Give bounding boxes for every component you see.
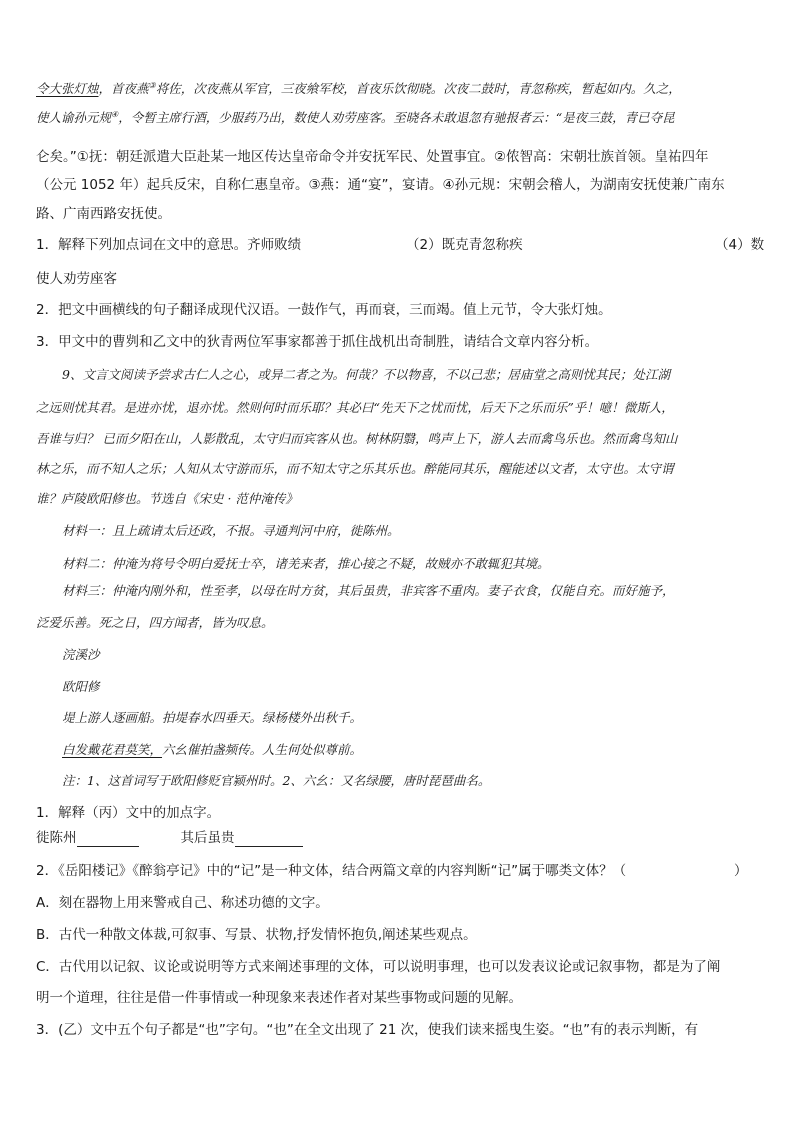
answer-blank-1[interactable]	[77, 832, 139, 847]
material-1: 材料一：且上疏请太后还政，不报。寻通判河中府，徙陈州。	[62, 523, 400, 538]
poem-author: 欧阳修	[62, 679, 100, 694]
passage-line-5: 路、广南西路安抚使。	[36, 206, 171, 222]
poem-title: 浣溪沙	[62, 647, 100, 662]
question-1-part2: （2）既克青忽称疾	[406, 237, 523, 253]
passage-line-3: 仑矣。”①抚：朝廷派遣大臣赴某一地区传达皇帝命令并安抚军民、处置事宜。②侬智高：宋朝壮族首领。皇祐四年	[36, 149, 709, 165]
passage9-line-2: 之远则忧其君。是进亦忧，退亦忧。然则何时而乐耶？其必曰“先天下之忧而忧，后天下之乐而乐”乎！噫！微斯人，	[36, 400, 674, 415]
passage9-line-5: 谁？庐陵欧阳修也。节选自《宋史 · 范仲淹传》	[36, 491, 298, 506]
sub-question-2: 2．《岳阳楼记》《醉翁亭记》中的“记”是一种文体，结合两篇文章的内容判断“记”属于哪类文体？（	[36, 863, 627, 879]
question-2: 2．把文中画横线的句子翻译成现代汉语。一鼓作气，再而衰，三而竭。值上元节，令大张灯烛。	[36, 302, 612, 318]
sub-question-3: 3．(乙）文中五个句子都是“也”字句。“也”在全文出现了 21 次，使我们读来摇曳生姿。“也”有的表示判断，有	[36, 1022, 699, 1038]
question-1: 1．解释下列加点词在文中的意思。齐师败绩	[36, 237, 302, 253]
poem-line-2: 白发戴花君莫笑，六幺催拍盏频传。人生何处似尊前。	[62, 742, 363, 757]
material-3: 材料三：仲淹内刚外和，性至孝，以母在时方贫，其后虽贵，非宾客不重肉。妻子衣食，仅能自充。而好施予，	[62, 583, 675, 598]
poem-line-1: 堤上游人逐画船。拍堤春水四垂天。绿杨楼外出秋千。	[62, 710, 363, 725]
passage9-line-3: 吾谁与归？ 已而夕阳在山，人影散乱，太守归而宾客从也。树林阴翳，鸣声上下，游人去而禽鸟乐也。然而禽鸟知山	[36, 431, 678, 446]
question-1-part4: （4）数	[715, 237, 765, 253]
sub-question-1-blanks: 徙陈州 其后虽贵	[36, 829, 303, 847]
option-c-line-2: 明一个道理，往往是借一件事情或一种现象来表述作者对某些事物或问题的见解。	[36, 990, 522, 1006]
passage-line-4: （公元 1052 年）起兵反宋，自称仁惠皇帝。③燕：通“宴”，宴请。④孙元规：宋朝会稽人，为湖南安抚使兼广南东	[36, 177, 725, 193]
option-c-line-1: C．古代用以记叙、议论或说明等方式来阐述事理的文体，可以说明事理，也可以发表议论或记叙事物，都是为了阐	[36, 959, 721, 975]
material-3-cont: 泛爱乐善。死之日，四方闻者，皆为叹息。	[36, 615, 274, 630]
answer-blank-2[interactable]	[235, 832, 303, 847]
passage9-line-4: 林之乐，而不知人之乐；人知从太守游而乐，而不知太守之乐其乐也。醉能同其乐，醒能述以文者，太守也。太守谓	[36, 461, 674, 476]
option-b: B．古代一种散文体裁,可叙事、写景、状物,抒发情怀抱负,阐述某些观点。	[36, 927, 477, 943]
poem-note: 注：1、这首词写于欧阳修贬官颍州时。2、六幺：又名绿腰，唐时琵琶曲名。	[62, 773, 491, 788]
question-1-cont: 使人劝劳座客	[36, 271, 117, 287]
passage9-line-1: 9、文言文阅读予尝求古仁人之心，或异二者之为。何哉？不以物喜，不以己悲；居庙堂之高则忧其民；处江湖	[62, 367, 670, 382]
option-a: A．刻在器物上用来警戒自己、称述功德的文字。	[36, 895, 329, 911]
passage-line-1: 令大张灯烛，首夜燕③将佐，次夜燕从军官，三夜飨军校，首夜乐饮彻晓。次夜二鼓时，青忽称疾，暂起如内。久之，	[36, 81, 681, 97]
material-2: 材料二：仲淹为将号令明白爱抚士卒，诸羌来者，推心接之不疑，故贼亦不敢辄犯其境。	[62, 556, 550, 571]
question-3: 3．甲文中的曹刿和乙文中的狄青两位军事家都善于抓住战机出奇制胜，请结合文章内容分析。	[36, 334, 599, 350]
sub-question-1: 1．解释（丙）文中的加点字。	[36, 805, 221, 821]
passage-line-2: 使人谕孙元规④，令暂主席行酒，少服药乃出，数使人劝劳座客。至晓各未敢退忽有驰报者云：“是夜三鼓，青已夺昆	[36, 110, 675, 126]
sub-question-2-close: ）	[734, 863, 748, 879]
